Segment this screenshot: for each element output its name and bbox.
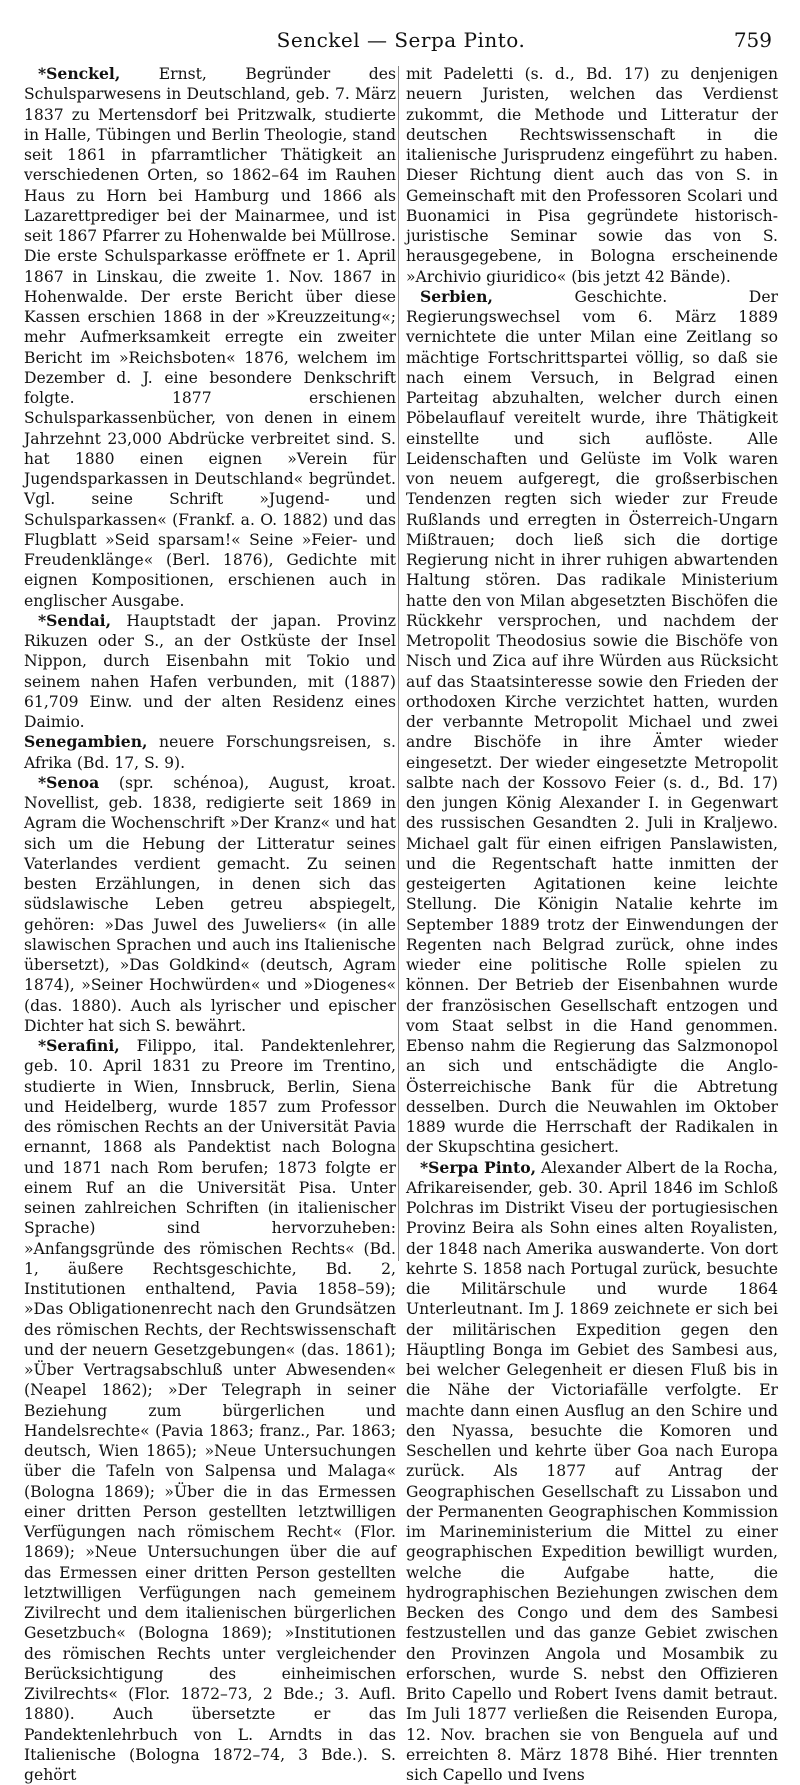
entry-text: mit Padeletti (s. d., Bd. 17) zu denjenigen neuern Juristen, welchen das Verdienst zukommt, die Methode und Litteratur der deutschen Rechtswissenschaft in die italienische Jurisprudenz eingeführt zu haben. Dieser Richtung dient auch das von S. in Gemeinschaft mit den Professoren Scolari und Buonamici in Pisa gegründete historisch-juristische Seminar sowie das von S. herausgegebene, in Bologna erscheinende »Archivio giuridico« (bis jetzt 42 Bände).: [406, 65, 778, 286]
left-column: [24, 64, 396, 1254]
entry-text: (spr. schénoa), August, kroat. Novellist, geb. 1838, redigierte seit 1869 in Agram die Wochenschrift »Der Kranz« und hat sich um die Hebung der Litteratur seines Vaterlandes verdient gemacht. Zu seinen besten Erzählungen, in denen sich das südslawische Leben getreu abspiegelt, gehören: »Das Juwel des Juweliers« (in alle slawischen Sprachen und auch ins Italienische übersetzt), »Das Goldkind« (deutsch, Agram 1874), »Seiner Hochwürden« und »Diogenes« (das. 1880). Auch als lyrischer und epischer Dichter hat sich S. bewährt.: [24, 774, 396, 1035]
entry-text: Geschichte. Der Regierungswechsel vom 6. März 1889 vernichtete die unter Milan eine Zeitlang so mächtige Fortschrittspartei völlig, so daß sie nach einem Versuch, in Belgrad einen Parteitag abzuhalten, welcher durch einen Pöbelauflauf vereitelt wurde, ihre Thätigkeit einstellte und sich auflöste. Alle Leidenschaften und Gelüste im Volk waren von neuem aufgeregt, die großserbischen Tendenzen regten sich wieder zur Freude Rußlands und erregten in Österreich-Ungarn Mißtrauen; doch ließ sich die dortige Regierung nicht in ihrer ruhigen abwartenden Haltung stören. Das radikale Ministerium hatte den von Milan abgesetzten Bischöfen die Rückkehr versprochen, und nachdem der Metropolit Theodosius sowie die Bischöfe von Nisch und Zica auf ihre Würden aus Rücksicht auf das Staatsinteresse sowie den Frieden der orthodoxen Kirche verzichtet hatten, wurden der verbannte Metropolit Michael und zwei andre Bischöfe in ihre Ämter wieder eingesetzt. Der wieder eingesetzte Metropolit salbte nach der Kossovo Feier (s. d., Bd. 17) den jungen König Alexander I. in Gegenwart des russischen Gesandten 2. Juli in Kraljewo. Michael galt für einen eifrigen Panslawisten, und die Regentschaft hatte inmitten der gesteigerten Agitationen keine leichte Stellung. Die Königin Natalie kehrte im September 1889 trotz der Einwendungen der Regenten nach Belgrad zurück, ohne indes wieder eine politische Rolle spielen zu können. Der Betrieb der Eisenbahnen wurde der französischen Gesellschaft entzogen und vom Staat selbst in die Hand genommen. Ebenso nahm die Regierung das Salzmonopol an sich und entschädigte die Anglo-Österreichische Bank für die Abtretung desselben. Durch die Neuwahlen im Oktober 1889 wurde die Herrschaft der Radikalen in der Skupschtina gesichert.: [406, 288, 778, 1157]
headword: *Sendai,: [38, 611, 111, 630]
entry-senegambien: [24, 732, 396, 773]
column-divider: [398, 66, 399, 1261]
headword: *Senckel,: [38, 64, 120, 83]
entry-serafini-continued: [406, 64, 778, 287]
entry-text: Hauptstadt der japan. Provinz Rikuzen oder S., an der Ostküste der Insel Nippon, durch Eisenbahn mit Tokio und seinem nahen Hafen verbunden, mit (1887) 61,709 Einw. und der alten Residenz eines Daimio.: [24, 612, 396, 731]
entry-serpa-pinto: [406, 1158, 778, 1785]
entry-text: Alexander Albert de la Rocha, Afrikareisender, geb. 30. April 1846 im Schloß Polchras im Distrikt Viseu der portugiesischen Provinz Beira als Sohn eines alten Royalisten, der 1848 nach Amerika auswanderte. Von dort kehrte S. 1858 nach Portugal zurück, besuchte die Militärschule und wurde 1864 Unterleutnant. Im J. 1869 zeichnete er sich bei der militärischen Expedition gegen den Häuptling Bonga im Gebiet des Sambesi aus, bei welcher Gelegenheit er diesen Fluß bis in die Nähe der Victoriafälle verfolgte. Er machte dann einen Ausflug an den Schire und den Nyassa, besuchte die Komoren und Seschellen und kehrte über Goa nach Europa zurück. Als 1877 auf Antrag der Geographischen Gesellschaft zu Lissabon und der Permanenten Geographischen Kommission im Marineministerium die Mittel zu einer geographischen Expedition bewilligt wurden, welche die Aufgabe hatte, die hydrographischen Beziehungen zwischen dem Becken des Congo und dem des Sambesi festzustellen und das ganze Gebiet zwischen den Provinzen Angola und Mosambik zu erforschen, wurde S. nebst den Offizieren Brito Capello und Robert Ivens damit betraut. Im Juli 1877 verließen die Reisenden Europa, 12. Nov. brachen sie von Benguela auf und erreichten 8. März 1878 Bihé. Hier trennten sich Capello und Ivens: [406, 1159, 778, 1785]
page-header: [24, 26, 778, 56]
entry-senckel: [24, 64, 396, 611]
running-head: Senckel — Serpa Pinto.: [24, 28, 778, 52]
entry-senoa: [24, 773, 396, 1036]
entry-serafini: [24, 1036, 396, 1785]
text-columns: [24, 64, 778, 1254]
page-number: 759: [734, 28, 772, 52]
headword: *Senoa: [38, 773, 99, 792]
entry-sendai: [24, 611, 396, 733]
entry-serbien: [406, 287, 778, 1158]
headword: *Serpa Pinto,: [420, 1158, 536, 1177]
entry-text: Ernst, Begründer des Schulsparwesens in Deutschland, geb. 7. März 1837 zu Mertensdorf bei Pritzwalk, studierte in Halle, Tübingen und Berlin Theologie, stand seit 1861 in pfarramtlicher Thätigkeit an verschiedenen Orten, so 1862–64 im Rauhen Haus zu Horn bei Hamburg und 1866 als Lazarettprediger bei der Mainarmee, und ist seit 1867 Pfarrer zu Hohenwalde bei Müllrose. Die erste Schulsparkasse eröffnete er 1. April 1867 in Linskau, die zweite 1. Nov. 1867 in Hohenwalde. Der erste Bericht über diese Kassen erschien 1868 in der »Kreuzzeitung«; mehr Aufmerksamkeit erregte ein zweiter Bericht im »Reichsboten« 1876, welchem im Dezember d. J. eine besondere Denkschrift folgte. 1877 erschienen Schulsparkassenbücher, von denen in einem Jahrzehnt 23,000 Abdrücke verbreitet sind. S. hat 1880 einen eignen »Verein für Jugendsparkassen in Deutschland« begründet. Vgl. seine Schrift »Jugend- und Schulsparkassen« (Frankf. a. O. 1882) und das Flugblatt »Seid sparsam!« Seine »Feier- und Freudenklänge« (Berl. 1876), Gedichte mit eignen Kompositionen, erschienen auch in englischer Ausgabe.: [24, 65, 396, 610]
headword: Senegambien,: [24, 732, 147, 751]
entry-text: Filippo, ital. Pandektenlehrer, geb. 10. April 1831 zu Preore im Trentino, studierte in Wien, Innsbruck, Berlin, Siena und Heidelberg, wurde 1857 zum Professor des römischen Rechts an der Universität Pavia ernannt, 1868 als Pandektist nach Bologna und 1871 nach Rom berufen; 1873 folgte er einem Ruf an die Universität Pisa. Unter seinen zahlreichen Schriften (in italienischer Sprache) sind hervorzuheben: »Anfangsgründe des römischen Rechts« (Bd. 1, äußere Rechtsgeschichte, Bd. 2, Institutionen enthaltend, Pavia 1858–59); »Das Obligationenrecht nach den Grundsätzen des römischen Rechts, der Rechtswissenschaft und der neuern Gesetzgebungen« (das. 1861); »Über Vertragsabschluß unter Abwesenden« (Neapel 1862); »Der Telegraph in seiner Beziehung zum bürgerlichen und Handelsrechte« (Pavia 1863; franz., Par. 1863; deutsch, Wien 1865); »Neue Untersuchungen über die Tafeln von Salpensa und Malaga« (Bologna 1869); »Über die in das Ermessen einer dritten Person gestellten letztwilligen Verfügungen nach römischem Recht« (Flor. 1869); »Neue Untersuchungen über die auf das Ermessen einer dritten Person gestellten letztwilligen Verfügungen nach gemeinem Zivilrecht und dem italienischen bürgerlichen Gesetzbuch« (Bologna 1869); »Institutionen des römischen Rechts unter vergleichender Berücksichtigung des einheimischen Zivilrechts« (Flor. 1872–73, 2 Bde.; 3. Aufl. 1880). Auch übersetzte er das Pandektenlehrbuch von L. Arndts in das Italienische (Bologna 1872–74, 3 Bde.). S. gehört: [24, 1037, 396, 1784]
right-column: [406, 64, 778, 1254]
headword: *Serafini,: [38, 1036, 120, 1055]
headword: Serbien,: [420, 287, 493, 306]
entry-text: neuere Forschungsreisen, s. Afrika (Bd. 17, S. 9).: [24, 733, 396, 771]
